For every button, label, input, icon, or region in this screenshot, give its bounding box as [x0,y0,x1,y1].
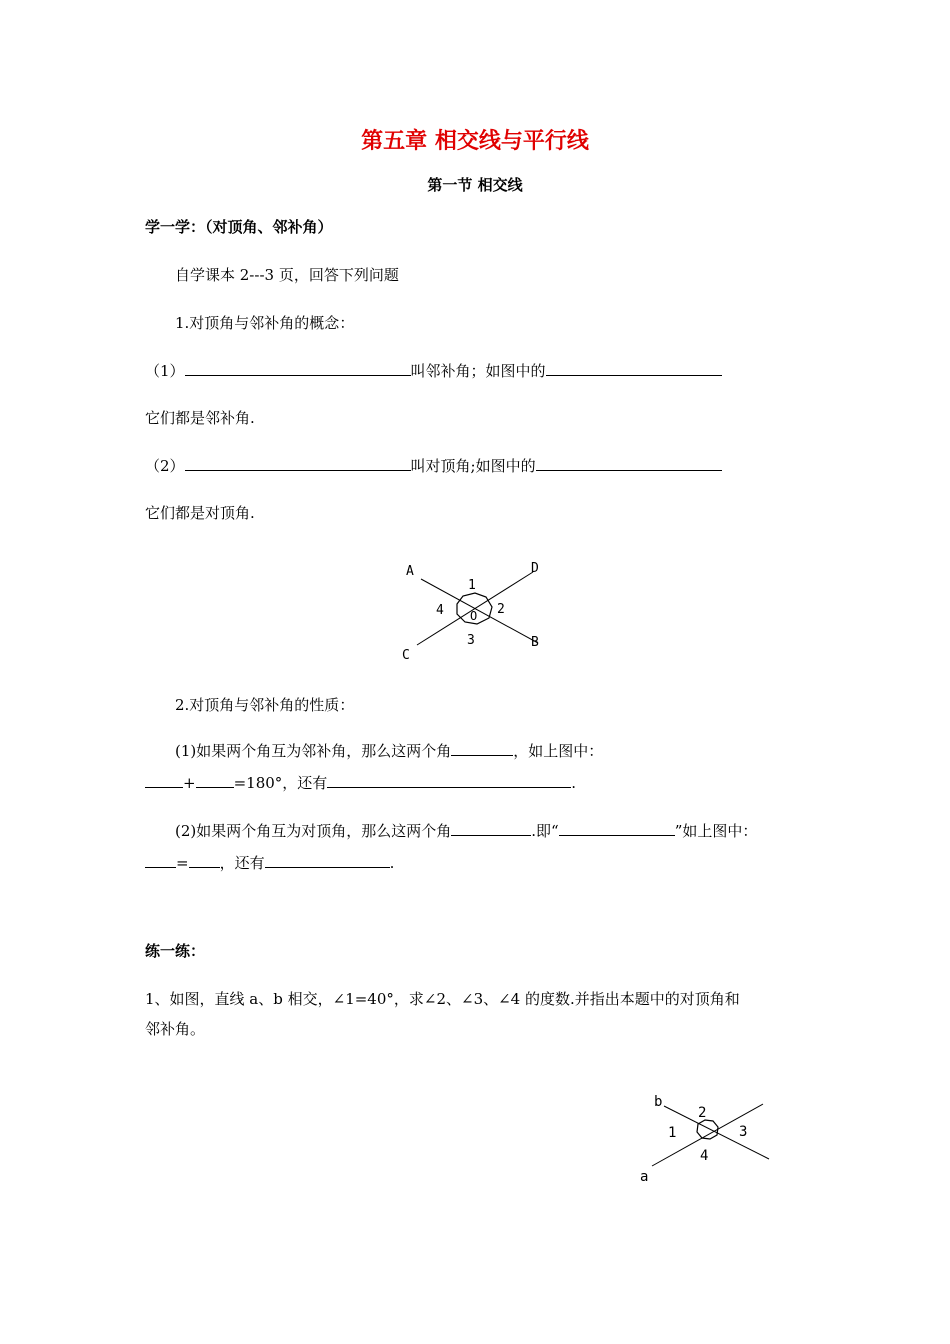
concept-2-end: 它们都是对顶角. [145,504,255,522]
answer-blank[interactable] [451,740,513,756]
property-1-equation [145,772,576,793]
learn-heading: 学一学：（对顶角、邻补角） [145,218,333,236]
answer-blank[interactable] [451,820,531,836]
angle-4-label: 4 [700,1148,709,1164]
property-1-line [175,740,603,761]
property-2-after2: ”如上图中： [674,822,758,840]
property-1-end: . [571,774,577,792]
answer-blank[interactable] [185,455,411,471]
equals-sign: = [176,854,189,872]
angle-4-label: 4 [436,603,444,618]
answer-blank[interactable] [559,820,675,836]
property-1-after: ，如上图中： [513,742,604,760]
concept-1-end: 它们都是邻补角. [145,409,255,427]
concept-1-mid: 叫邻补角；如图中的 [410,362,546,380]
answer-blank[interactable] [185,360,411,376]
answer-blank[interactable] [265,852,390,868]
angle-1-label: 1 [468,578,476,593]
concept-2-mid: 叫对顶角;如图中的 [410,457,536,475]
page-title: 第五章 相交线与平行线 [361,129,589,154]
point-a-label: A [406,564,414,579]
point-b-label: B [531,635,539,650]
angle-3-label: 3 [467,633,475,648]
line-b-label: b [654,1094,663,1110]
concept-line-2 [145,455,722,476]
angle-3-label: 3 [739,1124,748,1140]
line-a-label: a [640,1169,649,1185]
answer-blank[interactable] [546,360,722,376]
answer-blank[interactable] [196,772,234,788]
also-text: ，还有 [219,854,265,872]
property-1-text: (1)如果两个角互为邻补角，那么这两个角 [175,742,452,760]
answer-blank[interactable] [145,852,176,868]
equation-180: =180°，还有 [233,774,328,792]
answer-blank[interactable] [189,852,220,868]
point-c-label: C [402,648,410,663]
concept-line-1 [145,360,722,381]
answer-blank[interactable] [145,772,183,788]
intersecting-lines-figure-1 [395,555,555,665]
property-2-after: .即“ [531,822,559,840]
angle-2-label: 2 [698,1105,707,1121]
answer-blank[interactable] [536,455,722,471]
angle-circle [697,1120,718,1139]
learn-intro: 自学课本 2---3 页，回答下列问题 [175,266,399,284]
property-title: 2.对顶角与邻补角的性质： [175,696,355,714]
point-d-label: D [531,561,539,576]
practice-question-line-1: 1、如图，直线 a、b 相交，∠1=40°，求∠2、∠3、∠4 的度数.并指出本题中的对顶角和 [145,990,740,1008]
point-o-label: O [470,609,478,623]
concept-2-prefix: （2） [145,457,185,475]
intersecting-lines-figure-2 [630,1088,780,1188]
concept-title: 1.对顶角与邻补角的概念： [175,314,355,332]
property-2-text: (2)如果两个角互为对顶角，那么这两个角 [175,822,452,840]
answer-blank[interactable] [327,772,571,788]
property-2-equation [145,852,394,873]
property-2-end: . [389,854,395,872]
plus-sign: + [183,774,196,792]
concept-1-prefix: （1） [145,362,185,380]
property-2-line [175,820,757,841]
practice-heading: 练一练： [145,942,206,960]
angle-2-label: 2 [497,602,505,617]
practice-question-line-2: 邻补角。 [145,1020,206,1038]
angle-1-label: 1 [668,1125,677,1141]
section-title: 第一节 相交线 [427,176,523,194]
